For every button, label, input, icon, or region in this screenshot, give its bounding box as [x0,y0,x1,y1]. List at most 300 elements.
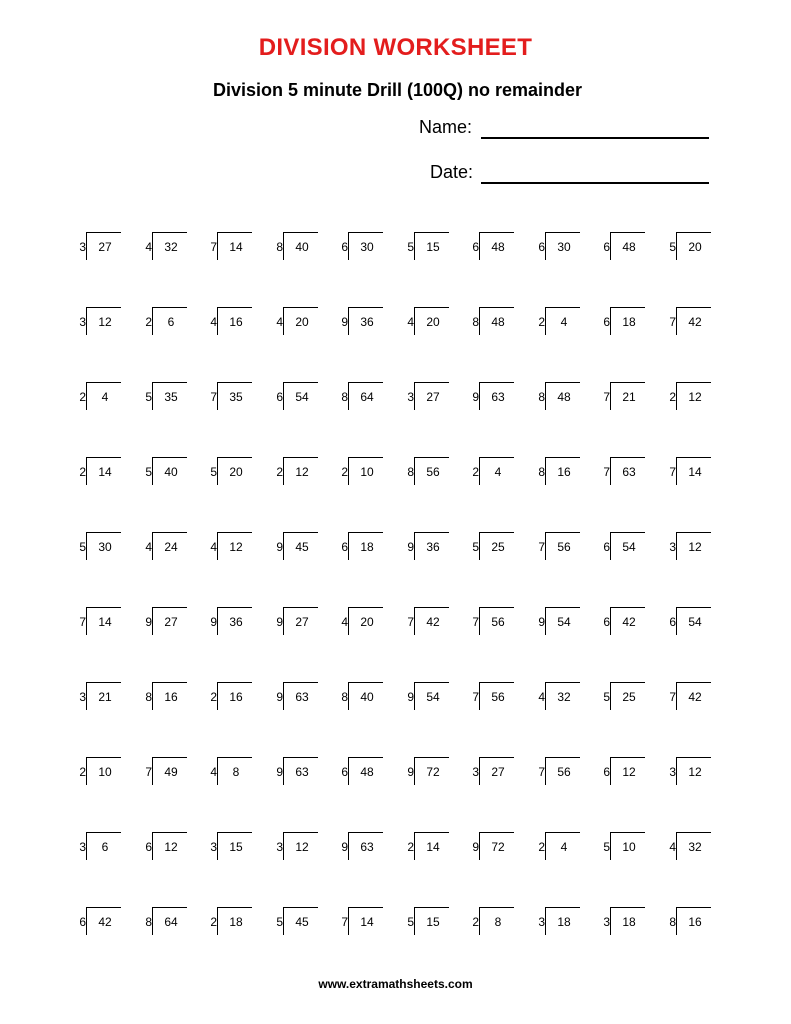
dividend: 36 [360,315,374,329]
division-problem [600,232,652,264]
division-problem [666,832,718,864]
divisor: 8 [341,690,348,704]
dividend: 18 [622,915,636,929]
divisor: 8 [276,240,283,254]
divisor: 5 [276,915,283,929]
divisor: 7 [145,765,152,779]
divisor: 5 [210,465,217,479]
division-problem [469,532,521,564]
dividend: 15 [229,840,243,854]
dividend: 54 [295,390,309,404]
divisor: 5 [79,540,86,554]
worksheet-title: DIVISION WORKSHEET [258,34,533,61]
division-problem [469,232,521,264]
division-problem [600,907,652,939]
divisor: 9 [276,540,283,554]
divisor: 8 [669,915,676,929]
divisor: 8 [341,390,348,404]
division-problem [338,907,390,939]
dividend: 25 [622,690,636,704]
division-problem [469,307,521,339]
division-problem [469,457,521,489]
dividend: 72 [491,840,505,854]
dividend: 42 [98,915,112,929]
dividend: 32 [557,690,571,704]
divisor: 9 [341,315,348,329]
divisor: 6 [603,765,610,779]
divisor: 3 [79,315,86,329]
divisor: 4 [210,315,217,329]
division-problem [142,682,194,714]
dividend: 21 [98,690,112,704]
dividend: 12 [622,765,636,779]
dividend: 48 [622,240,636,254]
divisor: 6 [145,840,152,854]
date-label: Date: [430,162,474,182]
divisor: 4 [669,840,676,854]
division-problem [142,457,194,489]
dividend: 4 [494,465,502,479]
division-problem [76,907,128,939]
divisor: 3 [669,540,676,554]
divisor: 2 [407,840,414,854]
division-problem [404,907,456,939]
divisor: 3 [603,915,610,929]
division-problem [404,307,456,339]
dividend: 72 [426,765,440,779]
divisor: 4 [145,240,152,254]
dividend: 40 [164,465,178,479]
divisor: 7 [669,690,676,704]
dividend: 14 [426,840,440,854]
divisor: 6 [276,390,283,404]
divisor: 2 [341,465,348,479]
divisor: 9 [210,615,217,629]
divisor: 3 [79,690,86,704]
dividend: 54 [557,615,571,629]
division-problem [666,307,718,339]
divisor: 9 [145,615,152,629]
dividend: 42 [688,315,702,329]
divisor: 2 [472,915,479,929]
divisor: 5 [603,840,610,854]
dividend: 54 [688,615,702,629]
dividend: 20 [295,315,309,329]
dividend: 49 [164,765,178,779]
dividend: 12 [688,540,702,554]
division-problem [142,832,194,864]
divisor: 3 [210,840,217,854]
division-problem [469,682,521,714]
division-problem [207,457,259,489]
divisor: 7 [669,315,676,329]
division-problem [273,682,325,714]
divisor: 2 [538,315,545,329]
division-problem [666,607,718,639]
division-problem [338,532,390,564]
dividend: 14 [98,465,112,479]
dividend: 54 [426,690,440,704]
divisor: 3 [407,390,414,404]
divisor: 5 [407,240,414,254]
dividend: 20 [229,465,243,479]
division-problem [600,682,652,714]
division-problem [273,307,325,339]
divisor: 2 [79,390,86,404]
dividend: 54 [622,540,636,554]
divisor: 6 [603,540,610,554]
divisor: 3 [669,765,676,779]
dividend: 16 [557,465,571,479]
dividend: 15 [426,240,440,254]
divisor: 7 [603,390,610,404]
dividend: 16 [164,690,178,704]
division-problem [338,307,390,339]
divisor: 7 [341,915,348,929]
division-problem [142,382,194,414]
divisor: 9 [407,690,414,704]
dividend: 12 [295,465,309,479]
divisor: 9 [407,765,414,779]
division-problem [666,532,718,564]
division-problem [273,382,325,414]
division-problem [76,832,128,864]
divisor: 2 [210,915,217,929]
divisor: 8 [407,465,414,479]
divisor: 4 [341,615,348,629]
dividend: 63 [360,840,374,854]
dividend: 4 [560,315,568,329]
dividend: 56 [491,615,505,629]
dividend: 40 [295,240,309,254]
division-problem [666,757,718,789]
divisor: 6 [603,615,610,629]
dividend: 4 [101,390,109,404]
dividend: 56 [426,465,440,479]
divisor: 7 [79,615,86,629]
division-problem [207,682,259,714]
divisor: 9 [472,840,479,854]
divisor: 2 [472,465,479,479]
divisor: 7 [538,765,545,779]
divisor: 8 [538,390,545,404]
division-problem [469,607,521,639]
division-problem [469,832,521,864]
divisor: 6 [341,240,348,254]
divisor: 9 [276,765,283,779]
divisor: 2 [669,390,676,404]
dividend: 40 [360,690,374,704]
divisor: 2 [210,690,217,704]
dividend: 12 [295,840,309,854]
division-problem [600,382,652,414]
footer-url: www.extramathsheets.com [318,977,473,991]
divisor: 5 [669,240,676,254]
division-problem [535,607,587,639]
division-problem [207,907,259,939]
dividend: 14 [229,240,243,254]
division-problem [338,232,390,264]
divisor: 4 [210,765,217,779]
divisor: 7 [407,615,414,629]
divisor: 8 [538,465,545,479]
division-problem [535,907,587,939]
division-problem [273,457,325,489]
dividend: 36 [229,615,243,629]
dividend: 14 [360,915,374,929]
divisor: 2 [145,315,152,329]
dividend: 64 [360,390,374,404]
division-problem [469,907,521,939]
dividend: 15 [426,915,440,929]
dividend: 27 [98,240,112,254]
divisor: 6 [603,315,610,329]
dividend: 6 [101,840,109,854]
division-problem [207,307,259,339]
division-problem [338,682,390,714]
dividend: 63 [491,390,505,404]
division-problem [273,907,325,939]
division-problem [142,532,194,564]
division-problem [469,757,521,789]
dividend: 64 [164,915,178,929]
dividend: 4 [560,840,568,854]
dividend: 18 [229,915,243,929]
divisor: 6 [341,540,348,554]
division-problem [273,232,325,264]
divisor: 2 [538,840,545,854]
divisor: 9 [341,840,348,854]
division-problem [666,232,718,264]
divisor: 7 [210,240,217,254]
division-problem [600,832,652,864]
divisor: 3 [538,915,545,929]
divisor: 5 [407,915,414,929]
dividend: 27 [164,615,178,629]
dividend: 48 [360,765,374,779]
divisor: 9 [472,390,479,404]
divisor: 6 [538,240,545,254]
divisor: 2 [79,465,86,479]
division-problem [666,682,718,714]
divisor: 4 [407,315,414,329]
division-problem [76,232,128,264]
dividend: 30 [98,540,112,554]
dividend: 63 [295,690,309,704]
divisor: 5 [603,690,610,704]
division-problem [666,457,718,489]
divisor: 4 [145,540,152,554]
dividend: 25 [491,540,505,554]
dividend: 12 [98,315,112,329]
division-problem [535,832,587,864]
dividend: 20 [360,615,374,629]
dividend: 27 [426,390,440,404]
dividend: 48 [491,240,505,254]
division-problem [404,757,456,789]
division-problem [76,532,128,564]
dividend: 10 [622,840,636,854]
dividend: 32 [688,840,702,854]
dividend: 48 [491,315,505,329]
dividend: 8 [232,765,240,779]
dividend: 24 [164,540,178,554]
division-problem [666,382,718,414]
divisor: 9 [407,540,414,554]
division-problem [273,532,325,564]
dividend: 30 [557,240,571,254]
divisor: 9 [276,615,283,629]
dividend: 14 [98,615,112,629]
dividend: 35 [229,390,243,404]
divisor: 5 [145,465,152,479]
divisor: 6 [79,915,86,929]
division-problem [404,832,456,864]
divisor: 3 [79,840,86,854]
division-problem [535,532,587,564]
dividend: 32 [164,240,178,254]
division-problem [469,382,521,414]
divisor: 6 [669,615,676,629]
dividend: 20 [688,240,702,254]
division-problem [76,457,128,489]
divisor: 7 [210,390,217,404]
divisor: 3 [472,765,479,779]
division-problem [338,382,390,414]
worksheet-subtitle: Division 5 minute Drill (100Q) no remainder [212,80,583,100]
divisor: 7 [538,540,545,554]
dividend: 14 [688,465,702,479]
dividend: 48 [557,390,571,404]
division-problem [535,307,587,339]
divisor: 7 [472,690,479,704]
division-problem [666,907,718,939]
dividend: 12 [164,840,178,854]
division-problem [600,757,652,789]
dividend: 12 [688,390,702,404]
name-label: Name: [419,117,473,137]
division-problem [535,457,587,489]
division-problem [76,757,128,789]
division-problem [338,832,390,864]
divisor: 9 [276,690,283,704]
divisor: 7 [472,615,479,629]
divisor: 2 [79,765,86,779]
dividend: 18 [557,915,571,929]
dividend: 42 [688,690,702,704]
divisor: 3 [276,840,283,854]
division-problem [404,457,456,489]
dividend: 12 [229,540,243,554]
dividend: 12 [688,765,702,779]
dividend: 56 [557,765,571,779]
division-problem [535,382,587,414]
division-problem [338,457,390,489]
division-problem [76,382,128,414]
divisor: 5 [145,390,152,404]
division-problem [600,532,652,564]
dividend: 21 [622,390,636,404]
division-problem [207,382,259,414]
division-problem [207,532,259,564]
division-problem [404,532,456,564]
division-problem [404,682,456,714]
division-problem [142,757,194,789]
division-problem [535,232,587,264]
division-problem [207,757,259,789]
dividend: 16 [688,915,702,929]
dividend: 18 [360,540,374,554]
dividend: 36 [426,540,440,554]
divisor: 3 [79,240,86,254]
division-problem [76,682,128,714]
division-problem [404,382,456,414]
dividend: 18 [622,315,636,329]
dividend: 27 [295,615,309,629]
dividend: 35 [164,390,178,404]
division-problem [142,307,194,339]
dividend: 10 [98,765,112,779]
division-problem [207,232,259,264]
dividend: 63 [622,465,636,479]
divisor: 2 [276,465,283,479]
dividend: 63 [295,765,309,779]
divisor: 4 [276,315,283,329]
dividend: 56 [491,690,505,704]
division-problem [207,607,259,639]
dividend: 45 [295,540,309,554]
division-problem [142,907,194,939]
division-problem [76,307,128,339]
divisor: 8 [145,915,152,929]
division-problem [142,232,194,264]
division-problem [600,457,652,489]
dividend: 20 [426,315,440,329]
divisor: 6 [472,240,479,254]
division-problem [404,607,456,639]
divisor: 7 [669,465,676,479]
division-problem [76,607,128,639]
division-problem [338,757,390,789]
division-problem [600,307,652,339]
division-problem [404,232,456,264]
divisor: 6 [341,765,348,779]
dividend: 16 [229,690,243,704]
divisor: 4 [538,690,545,704]
division-problem [273,757,325,789]
division-problem [273,607,325,639]
dividend: 30 [360,240,374,254]
division-problem [600,607,652,639]
divisor: 6 [603,240,610,254]
dividend: 56 [557,540,571,554]
division-problem [535,757,587,789]
dividend: 27 [491,765,505,779]
dividend: 8 [494,915,502,929]
divisor: 5 [472,540,479,554]
dividend: 16 [229,315,243,329]
division-problem [338,607,390,639]
dividend: 6 [167,315,175,329]
dividend: 10 [360,465,374,479]
dividend: 45 [295,915,309,929]
divisor: 4 [210,540,217,554]
divisor: 8 [145,690,152,704]
dividend: 42 [622,615,636,629]
division-problem [207,832,259,864]
division-problem [142,607,194,639]
division-problem [535,682,587,714]
